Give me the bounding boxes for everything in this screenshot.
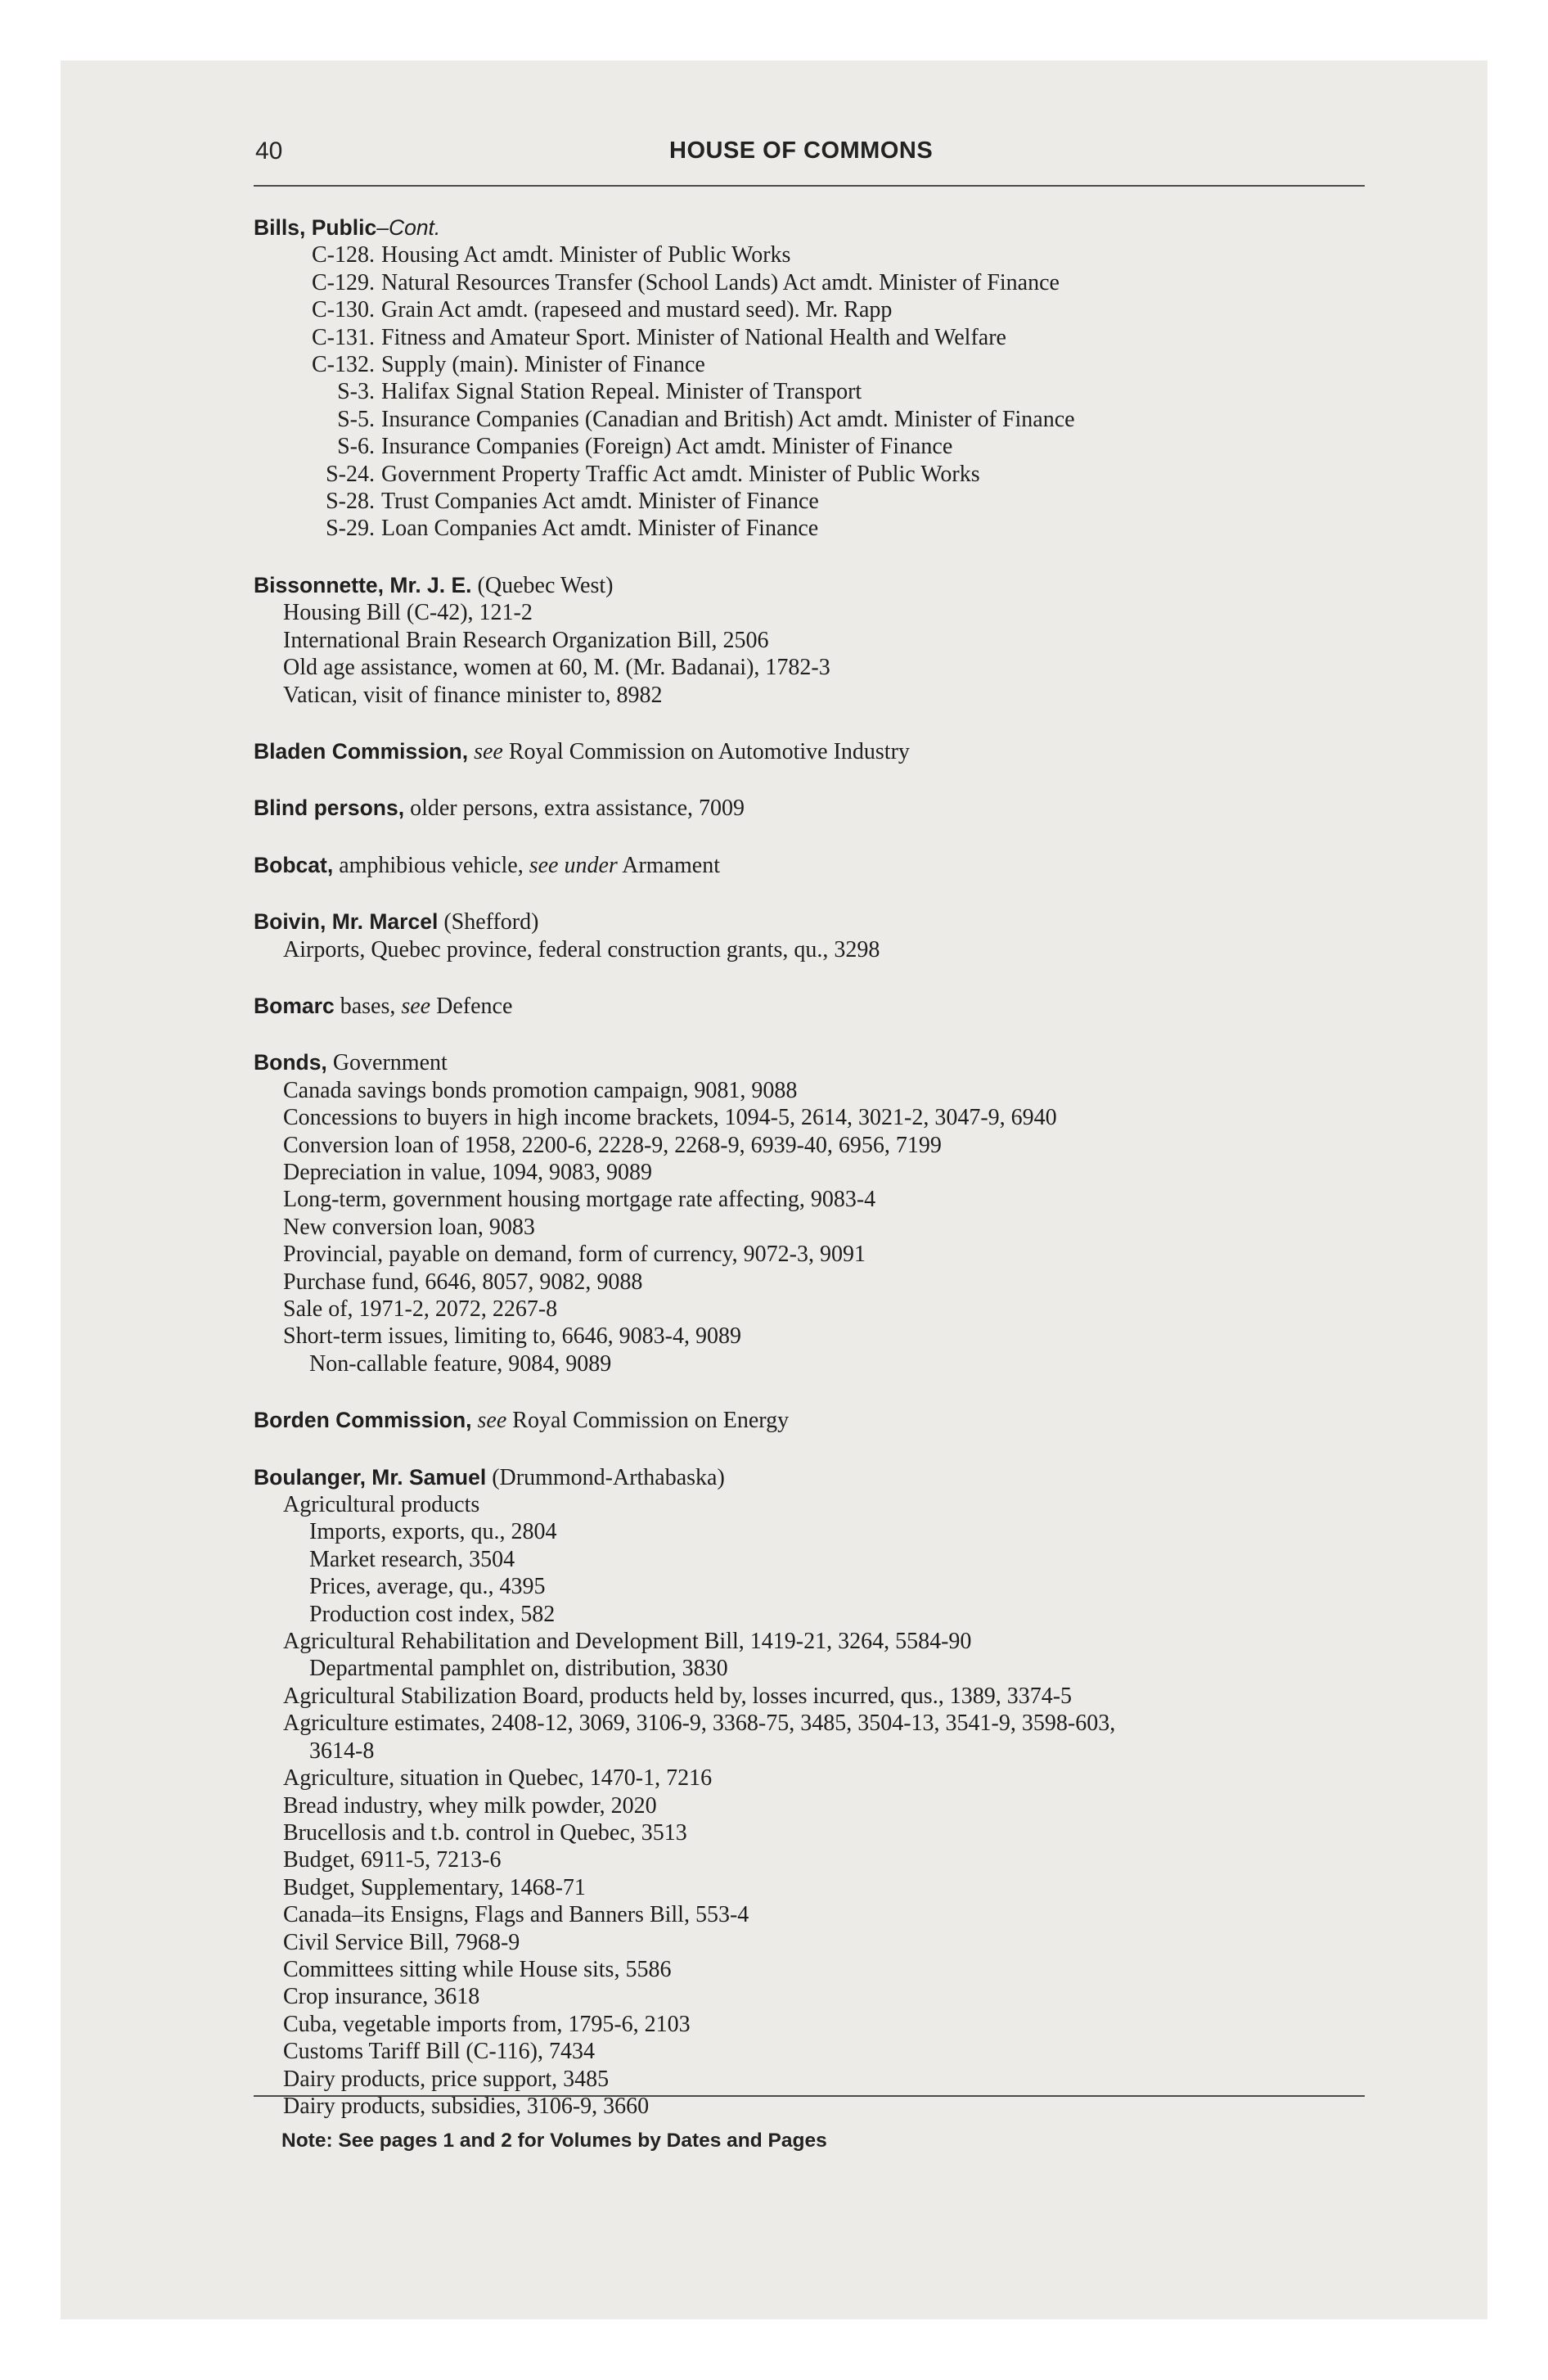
footer-note: Note: See pages 1 and 2 for Volumes by Dates and Pages — [281, 2130, 827, 2152]
bill-number: C-129. — [312, 269, 375, 295]
bill-title: Insurance Companies (Foreign) Act amdt. Minister of Finance — [381, 434, 953, 460]
subentry: International Brain Research Organization Bill, 2506 — [283, 627, 769, 653]
page-number: 40 — [255, 137, 283, 165]
subentry: Dairy products, subsidies, 3106-9, 3660 — [283, 2093, 650, 2119]
bill-number: S-24. — [326, 461, 375, 487]
subentry: Old age assistance, women at 60, M. (Mr. Badanai), 1782-3 — [283, 655, 830, 681]
heading-riding: (Quebec West) — [471, 572, 614, 598]
bill-title: Fitness and Amateur Sport. Minister of National Health and Welfare — [381, 324, 1006, 350]
entry-heading — [254, 572, 1375, 599]
entry-heading — [254, 795, 1375, 822]
subentry: Civil Service Bill, 7968-9 — [283, 1929, 520, 1955]
heading-riding: (Shefford) — [438, 909, 539, 935]
subentry: Canada–its Ensigns, Flags and Banners Bill, 553-4 — [283, 1902, 749, 1928]
entry-heading — [254, 993, 1375, 1020]
subentry: Conversion loan of 1958, 2200-6, 2228-9, 2268-9, 6939-40, 6956, 7199 — [283, 1132, 942, 1158]
heading-term: Bonds, — [254, 1050, 327, 1075]
bill-title: Government Property Traffic Act amdt. Minister of Public Works — [381, 461, 980, 487]
subentry: Agriculture estimates, 2408-12, 3069, 3106-9, 3368-75, 3485, 3504-13, 3541-9, 3598-603, — [283, 1711, 1116, 1737]
bill-title: Supply (main). Minister of Finance — [381, 352, 705, 378]
bill-number: S-29. — [326, 516, 375, 542]
sub-subentry: Imports, exports, qu., 2804 — [309, 1519, 557, 1545]
heading-term: Bills, Public — [254, 215, 377, 240]
bill-title: Loan Companies Act amdt. Minister of Finance — [381, 516, 819, 542]
entry-blind-persons — [254, 795, 1375, 822]
bill-number: S-5. — [337, 406, 375, 432]
bill-row — [254, 324, 1375, 351]
entry-heading — [254, 1049, 1375, 1076]
bill-row — [254, 515, 1375, 542]
entry-boulanger — [254, 1464, 1375, 2121]
cross-reference: Royal Commission on Automotive Industry — [502, 738, 910, 764]
subentry: Cuba, vegetable imports from, 1795-6, 2103 — [283, 2011, 691, 2037]
subentry: Agricultural Stabilization Board, products held by, losses incurred, qus., 1389, 3374-5 — [283, 1683, 1073, 1709]
subentry: Dairy products, price support, 3485 — [283, 2066, 610, 2092]
subentry-continuation: 3614-8 — [309, 1738, 375, 1764]
bill-title: Grain Act amdt. (rapeseed and mustard seed). Mr. Rapp — [381, 297, 893, 323]
entry-heading — [254, 1407, 1375, 1434]
entry-heading — [254, 738, 1375, 765]
subentry: Depreciation in value, 1094, 9083, 9089 — [283, 1159, 653, 1185]
entry-heading — [254, 214, 1375, 241]
entry-bladen-commission — [254, 738, 1375, 765]
subentry: Airports, Quebec province, federal construction grants, qu., 3298 — [283, 936, 880, 962]
heading-term: Boivin, Mr. Marcel — [254, 909, 439, 935]
subentry: Vatican, visit of finance minister to, 8982 — [283, 682, 663, 708]
heading-text: bases, — [334, 993, 402, 1019]
subentry: Committees sitting while House sits, 5586 — [283, 1956, 672, 1982]
subentry: New conversion loan, 9083 — [283, 1214, 535, 1240]
entry-bomarc — [254, 993, 1375, 1020]
entry-bonds — [254, 1049, 1375, 1377]
bill-row — [254, 433, 1375, 460]
bill-number: C-132. — [312, 352, 375, 378]
heading-term: Boulanger, Mr. Samuel — [254, 1464, 487, 1490]
subentry: Sale of, 1971-2, 2072, 2267-8 — [283, 1296, 558, 1322]
entry-boivin — [254, 908, 1375, 963]
bill-row — [254, 488, 1375, 515]
bill-number: C-128. — [312, 242, 375, 268]
cross-reference: Defence — [430, 993, 513, 1019]
heading-text: older persons, extra assistance, 7009 — [404, 796, 745, 822]
sub-subentry: Non-callable feature, 9084, 9089 — [309, 1350, 612, 1377]
subentry: Crop insurance, 3618 — [283, 1984, 480, 2010]
subentry: Purchase fund, 6646, 8057, 9082, 9088 — [283, 1269, 643, 1295]
bill-title: Housing Act amdt. Minister of Public Works — [381, 242, 791, 268]
sub-subentry: Prices, average, qu., 4395 — [309, 1574, 546, 1600]
subentry: Budget, 6911-5, 7213-6 — [283, 1847, 502, 1873]
see-reference-word: see under — [529, 852, 618, 878]
see-reference-word: see — [477, 1408, 507, 1434]
subentry: Short-term issues, limiting to, 6646, 9083-4, 9089 — [283, 1323, 741, 1350]
bill-title: Halifax Signal Station Repeal. Minister of Transport — [381, 379, 862, 405]
entry-bissonnette — [254, 572, 1375, 709]
subentry: Provincial, payable on demand, form of currency, 9072-3, 9091 — [283, 1242, 866, 1268]
heading-cont: –Cont. — [376, 215, 441, 240]
heading-text: Government — [326, 1050, 448, 1076]
bill-number: C-131. — [312, 324, 375, 350]
bill-row — [254, 296, 1375, 323]
entry-heading — [254, 1464, 1375, 1491]
bill-title: Insurance Companies (Canadian and British) Act amdt. Minister of Finance — [381, 406, 1075, 432]
heading-term: Bissonnette, Mr. J. E. — [254, 572, 472, 597]
subentry: Brucellosis and t.b. control in Quebec, 3513 — [283, 1819, 687, 1846]
see-reference-word: see — [401, 993, 431, 1019]
heading-riding: (Drummond-Arthabaska) — [486, 1464, 725, 1490]
subentry: Budget, Supplementary, 1468-71 — [283, 1874, 586, 1900]
heading-term: Blind persons, — [254, 796, 405, 821]
cross-reference: Royal Commission on Energy — [506, 1408, 790, 1434]
footer-rule — [254, 2095, 1365, 2097]
entry-bobcat — [254, 852, 1375, 879]
bill-number: S-3. — [337, 379, 375, 405]
subentry: Agriculture, situation in Quebec, 1470-1, 7216 — [283, 1765, 713, 1792]
bill-number: C-130. — [312, 297, 375, 323]
running-head: HOUSE OF COMMONS — [669, 137, 934, 164]
subentry: Bread industry, whey milk powder, 2020 — [283, 1792, 657, 1819]
heading-term: Bladen Commission, — [254, 738, 469, 764]
sub-subentry: Production cost index, 582 — [309, 1601, 556, 1627]
subentry: Customs Tariff Bill (C-116), 7434 — [283, 2039, 595, 2065]
entry-heading — [254, 908, 1375, 935]
entry-borden-commission — [254, 1407, 1375, 1434]
bill-number: S-6. — [337, 434, 375, 460]
bill-row — [254, 269, 1375, 296]
subentry: Concessions to buyers in high income brackets, 1094-5, 2614, 3021-2, 3047-9, 6940 — [283, 1105, 1057, 1131]
subentry: Agricultural products — [283, 1492, 480, 1518]
bill-row — [254, 351, 1375, 378]
subentry: Canada savings bonds promotion campaign, 9081, 9088 — [283, 1077, 798, 1103]
bill-title: Natural Resources Transfer (School Lands) Act amdt. Minister of Finance — [381, 269, 1060, 295]
subentry: Long-term, government housing mortgage rate affecting, 9083-4 — [283, 1187, 876, 1213]
sub-subentry: Market research, 3504 — [309, 1546, 515, 1572]
sub-subentry: Departmental pamphlet on, distribution, 3830 — [309, 1656, 728, 1682]
entry-heading — [254, 852, 1375, 879]
heading-term: Borden Commission, — [254, 1408, 472, 1433]
bill-title: Trust Companies Act amdt. Minister of Finance — [381, 489, 819, 515]
heading-text: amphibious vehicle, — [333, 852, 529, 878]
entry-bills-public — [254, 214, 1375, 543]
see-reference-word: see — [474, 738, 503, 764]
bill-row — [254, 241, 1375, 268]
header-rule — [254, 185, 1365, 187]
heading-term: Bomarc — [254, 993, 335, 1018]
heading-term: Bobcat, — [254, 852, 334, 877]
cross-reference: Armament — [617, 852, 720, 878]
bill-row — [254, 406, 1375, 433]
subentry: Agricultural Rehabilitation and Development Bill, 1419-21, 3264, 5584-90 — [283, 1629, 972, 1655]
index-content — [254, 214, 1375, 2120]
bill-row — [254, 461, 1375, 488]
bill-row — [254, 378, 1375, 405]
bill-number: S-28. — [326, 489, 375, 515]
subentry: Housing Bill (C-42), 121-2 — [283, 600, 533, 626]
